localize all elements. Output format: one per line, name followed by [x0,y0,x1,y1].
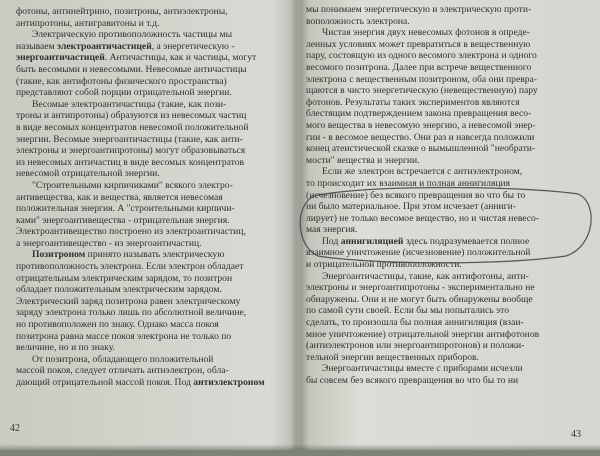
left-page [16,6,278,456]
text-line: мы понимаем энергетическую и электрическую проти- [306,4,532,15]
text-line: по самой сути своей. Если бы мы попытались это [306,305,510,317]
text-line: противоположность электрона. Если электрон обладает [16,261,244,273]
text-line: конец атеистической сказке о вымышленной "необрати- [306,143,536,155]
text-line: бы совсем без всякого превращения во что бы то ни [306,375,519,386]
text-line: но противоположен по знаку. Однако масса покоя [16,319,219,331]
text-line: ни было материальное. При этом исчезает (анниги- [306,201,516,213]
text-line: Позитроном принято называть электрическую [32,249,225,261]
text-line: весомого позитрона. Далее при встрече вещественного [306,61,532,73]
text-line: Под аннигиляцией здесь подразумевается полное [322,235,530,247]
text-line: электроны и энергоантипротоны - экспериментально не [306,282,535,294]
text-line: ками" энергоантивещества - отрицательная энергия. [16,214,230,226]
text-line: Энергоантичастицы, такие, как антифотоны, анти- [322,270,529,282]
text-line: Электрическую противоположность частицы мы [32,29,233,41]
text-line: а энергоантивещество - из энергоантичастиц. [16,237,202,249]
text-line: лирует) не только весомое вещество, но и чистая невесо- [306,212,540,224]
text-line: тельной энергии вещественных приборов. [306,351,479,363]
text-line: энергоантичастицей. Античастицы, как и частицы, могут [16,52,257,64]
text-line: отрицательным электрическим зарядом, то позитрон [16,272,233,284]
text-line: дающий отрицательной массой покоя. Под антиэлектроном [16,377,265,388]
text-line: называем электроантичастицей, а энергетическую - [16,40,235,52]
text-line: щаются в чисто энергетическую (невещественную) пару [306,85,538,97]
left-page-text [16,6,278,389]
text-line: из невесомых античастиц в виде весомых концентратов [16,156,245,168]
right-page-number: 43 [571,429,581,440]
text-line: воположность электрона. [306,15,410,27]
text-line: в виде весомых концентратов невесомой положительной [16,121,249,133]
text-line: Чистая энергия двух невесомых фотонов в опреде- [322,27,530,39]
text-line: Электрический заряд позитрона равен электрическому [16,295,241,307]
text-line: величине, но и по знаку. [16,342,115,354]
text-line: Энергоантичастицы вместе с приборами исчезли [322,363,523,375]
text-line: электроны и энергоантипротоны) могут образовываться [16,145,246,157]
text-line: троны и антипротоны) образуются из невесомых частиц [16,110,247,122]
text-line: (антиэлектронов или энергоантипротонов) и положи- [306,340,525,352]
text-line: невесомой отрицательной энергии. [16,168,160,180]
text-line: Если же электрон встречается с антиэлектроном, [322,166,523,178]
page-bottom-edge [0,444,600,450]
text-line: ленных условиях может превратиться в вещественную [306,38,531,50]
text-line: массой покоя, следует отличать антиэлектрон, обла- [16,365,229,377]
text-line: фотоны, антинейтрино, позитроны, антиэлектроны, [16,6,228,17]
text-line: антивещества, как и вещества, является невесомая [16,191,223,203]
text-line: (такие, как антифотоны физического пространства) [16,75,227,87]
right-page [306,4,588,454]
text-line: (исчезновение) без всякого превращения во что бы то [306,189,526,201]
text-line: пару, состоящую из одного весомого электрона и одного [306,50,537,62]
text-line: мая энергия. [306,224,358,236]
text-line: мное уничтожение) отрицательной энергии антифотонов [306,328,540,340]
text-line: представляют собой порции отрицательной энергии. [16,87,232,99]
text-line: то происходит их взаимная и полная аннигиляция [306,177,511,189]
text-line: энергии. Весомые энергоантичастицы (такие, как анти- [16,133,243,145]
text-line: обладает положительным электрическим зарядом. [16,284,222,296]
text-line: мого вещества в невесомую энергию, а невесомой энер- [306,119,536,131]
text-line: мости" вещества и энергии. [306,154,420,166]
text-line: быть весомыми и невесомыми. Невесомые античастицы [16,63,247,75]
text-line: Электроантивещество построено из электроантичастиц, [16,226,246,238]
text-line: сделать, то произошла бы полная аннигиляция (взаи- [306,317,524,329]
text-line: гии - в весомое вещество. Они раз и навсегда положили [306,131,535,143]
book-gutter [290,0,302,450]
text-line: и отрицательной противоположности. [306,259,462,271]
text-line: Весомые электроантичастицы (такие, как пози- [32,98,227,110]
text-line: блестящим подтверждением закона превращения весо- [306,108,532,120]
text-line: электрона с вещественным позитроном, оба они превра- [306,73,537,85]
text-line: "Строительными кирпичиками" всякого электро- [32,179,233,191]
text-line: заряду электрона только лишь по абсолютной величине, [16,307,247,319]
text-line: антипротоны, антигравитоны и т.д. [16,17,160,29]
right-page-text [306,4,588,387]
text-line: взаимное уничтожение (исчезновение) положительной [306,247,531,259]
text-line: позитрона равна массе покоя электрона не только по [16,330,232,342]
text-line: обнаружены. Они и не могут быть обнаружены вообще [306,293,533,305]
left-page-number: 42 [10,423,20,434]
text-line: фотонов. Результаты таких экспериментов являются [306,96,520,108]
text-line: положительная энергия. А "строительными кирпичи- [16,203,235,215]
text-line: От позитрона, обладающего положительной [32,353,214,365]
